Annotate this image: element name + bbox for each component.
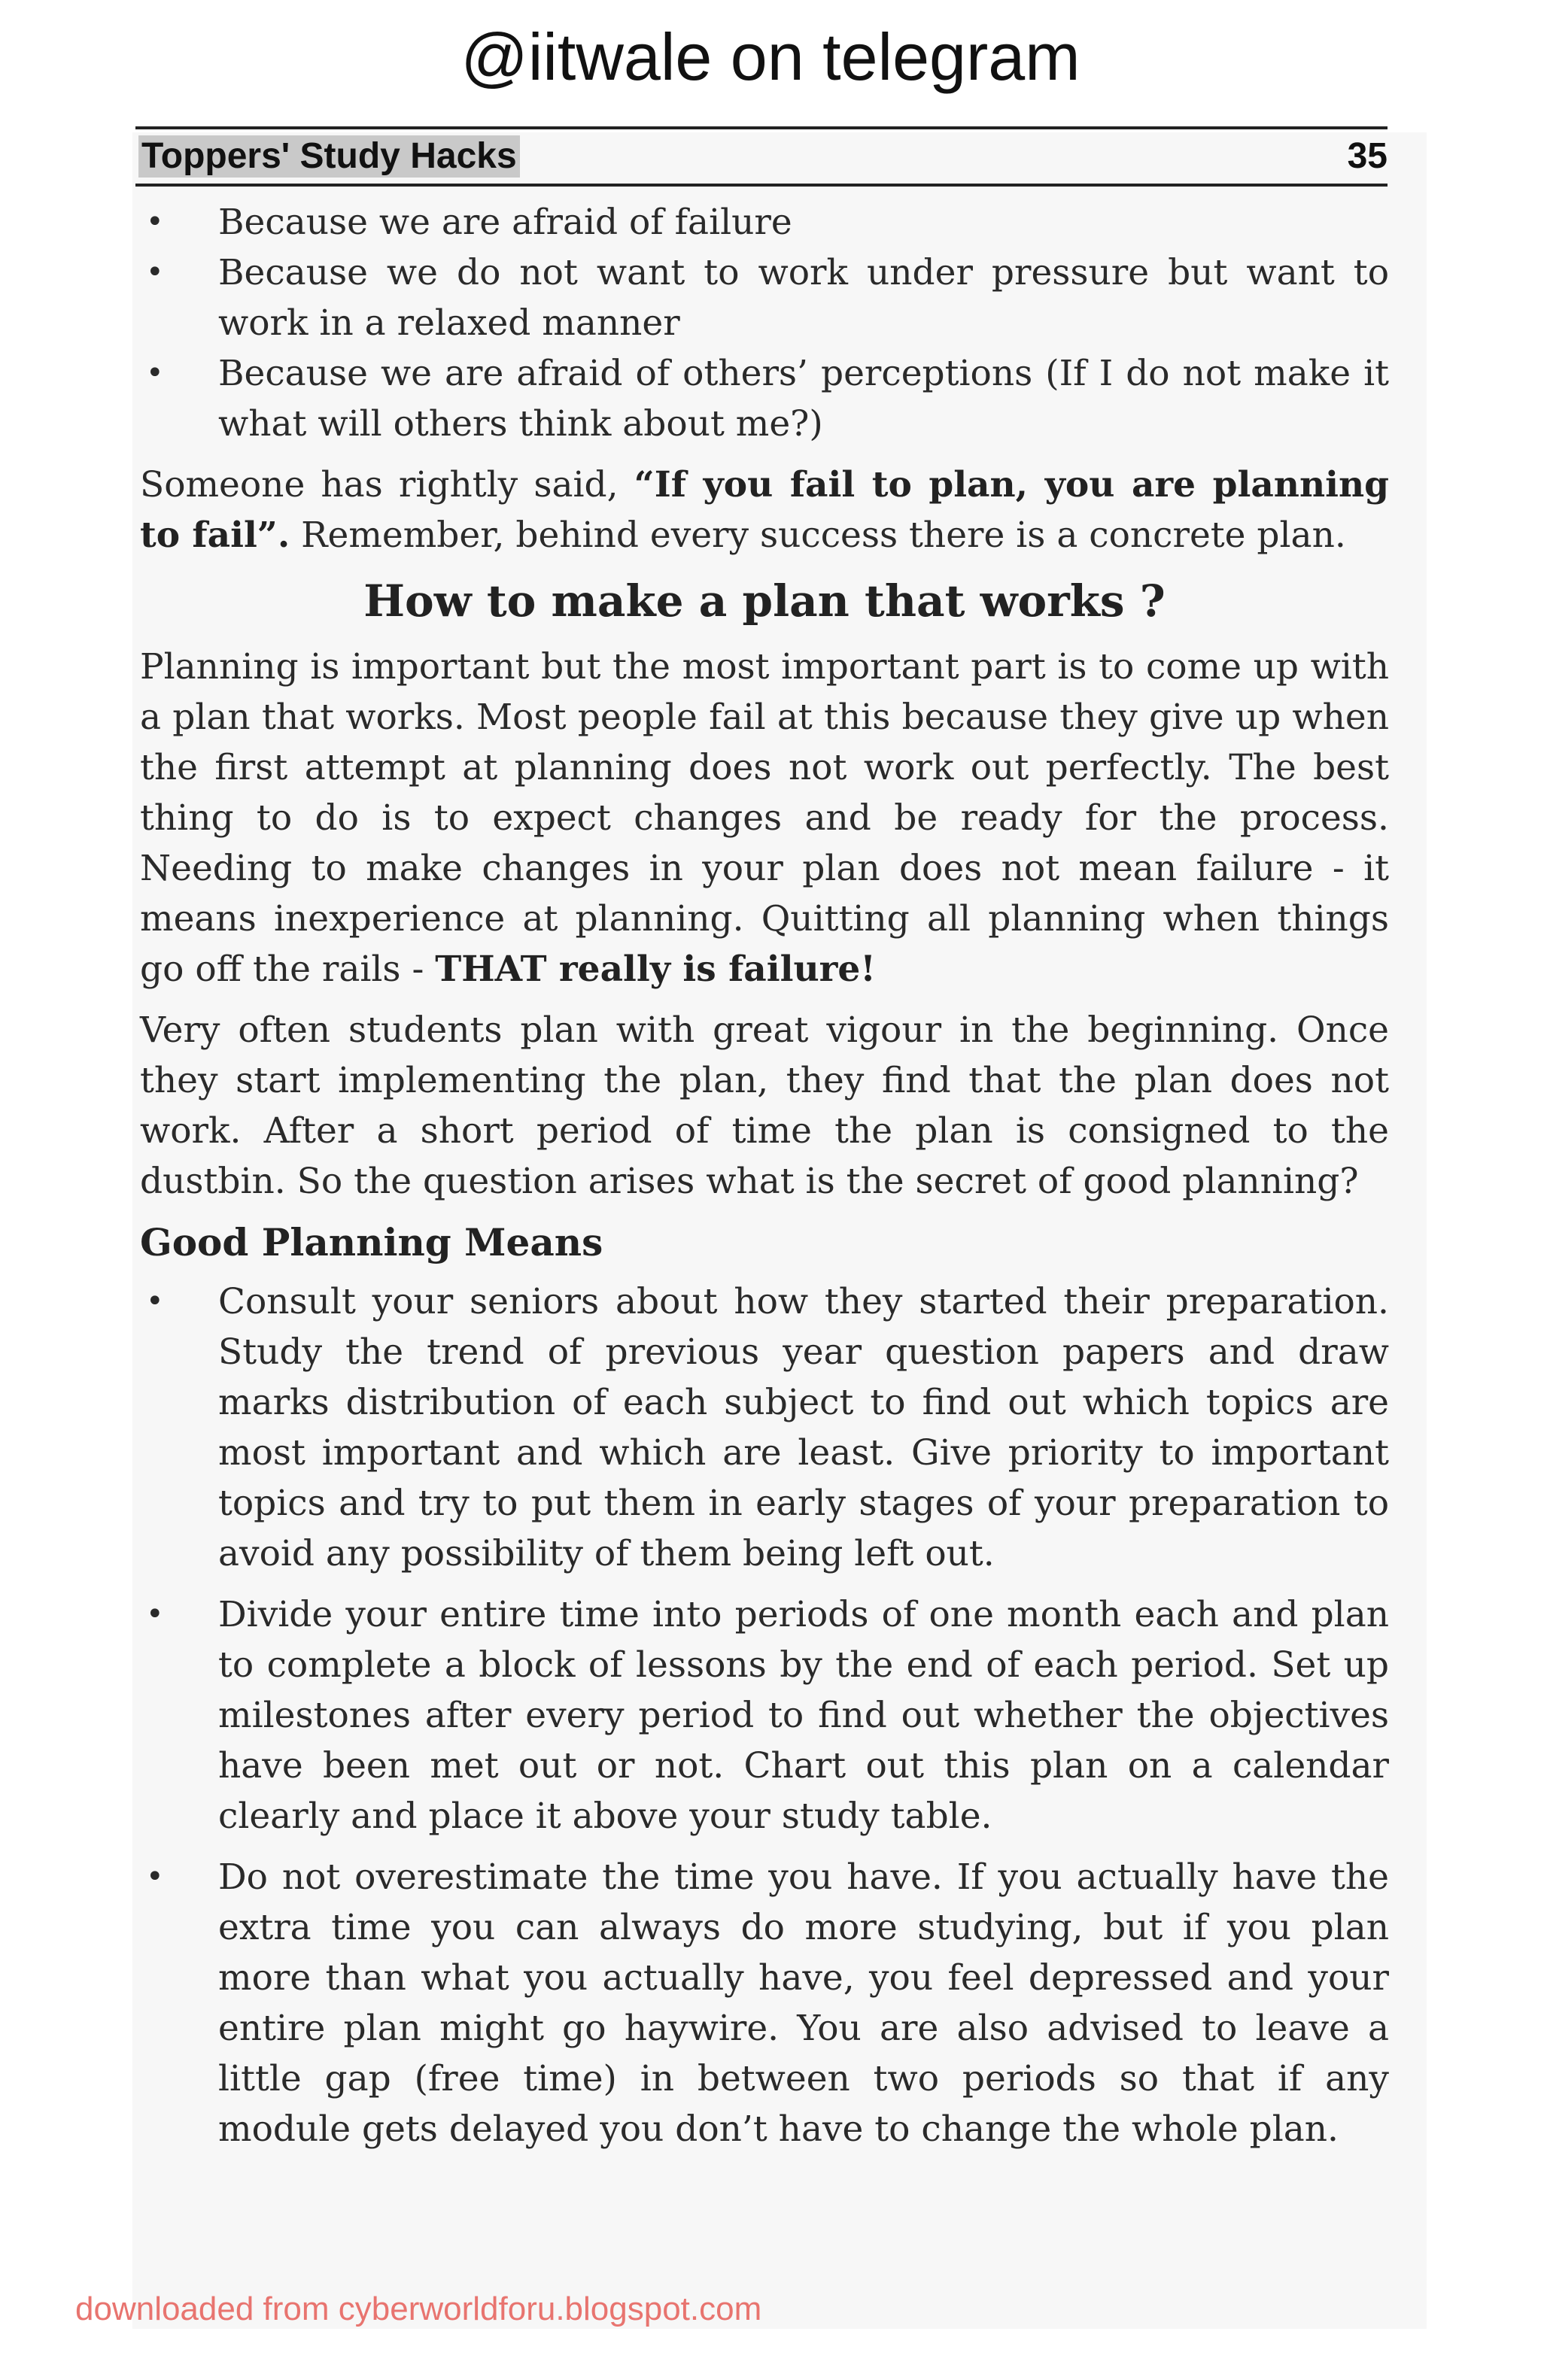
running-header	[135, 126, 1388, 187]
list-item: • Divide your entire time into periods of one month each and plan to complete a block of lessons by the end of each period. Set up milestones after every period to find out whether the objectives have been met out or not. Chart out this plan on a calendar clearly and place it above your study table.	[140, 1589, 1389, 1841]
planning-list	[140, 1277, 1389, 2154]
quote-paragraph: Someone has rightly said, “If you fail to plan, you are planning to fail”. Remember, behind every success there is a concrete plan.	[140, 464, 1390, 556]
list-item: • Consult your seniors about how they started their preparation. Study the trend of previous year question papers and draw marks distribution of each subject to find out which topics are most important and which are least. Give priority to important topics and try to put them in early stages of your preparation to avoid any possibility of them being left out.	[140, 1277, 1389, 1579]
reasons-list	[140, 197, 1389, 449]
section-heading: How to make a plan that works ?	[363, 575, 1166, 627]
paragraph: Planning is important but the most important part is to come up with a plan that works. Most people fail at this because they give up when the first attempt at planning does not work out perfectly. The best thing to do is to expect changes and be ready for the process. Needing to make changes in your plan does not mean failure - it means inexperience at planning. Quitting all planning when things go off the rails - THAT really is failure!	[140, 646, 1389, 990]
book-title: Toppers' Study Hacks	[138, 135, 520, 178]
blog-watermark: downloaded from cyberworldforu.blogspot.com	[75, 2290, 762, 2327]
subheading: Good Planning Means	[140, 1220, 603, 1264]
bullet-icon: •	[146, 1284, 164, 1319]
emphasis-text: THAT really is failure!	[435, 949, 876, 990]
bullet-icon: •	[146, 356, 164, 390]
page-number: 35	[1347, 136, 1388, 176]
list-item: • Because we do not want to work under pressure but want to work in a relaxed manner	[140, 247, 1389, 348]
list-item: • Because we are afraid of others’ perceptions (If I do not make it what will others think about me?)	[140, 348, 1389, 449]
telegram-watermark: @iitwale on telegram	[460, 20, 1081, 94]
bullet-icon: •	[146, 255, 164, 290]
quote-text: “If you fail to plan, you are planning to fail”.	[140, 464, 1390, 556]
bullet-icon: •	[146, 1597, 164, 1632]
list-item: • Because we are afraid of failure	[140, 197, 1389, 247]
paragraph: Very often students plan with great vigour in the beginning. Once they start implementing the plan, they find that the plan does not work. After a short period of time the plan is consigned to the dustbin. So the question arises what is the secret of good planning?	[140, 1009, 1389, 1202]
page-body	[140, 197, 1389, 2165]
list-item: • Do not overestimate the time you have. If you actually have the extra time you can always do more studying, but if you plan more than what you actually have, you feel depressed and your entire plan might go haywire. You are also advised to leave a little gap (free time) in between two periods so that if any module gets delayed you don’t have to change the whole plan.	[140, 1852, 1389, 2154]
bullet-icon: •	[146, 205, 164, 239]
bullet-icon: •	[146, 1859, 164, 1894]
